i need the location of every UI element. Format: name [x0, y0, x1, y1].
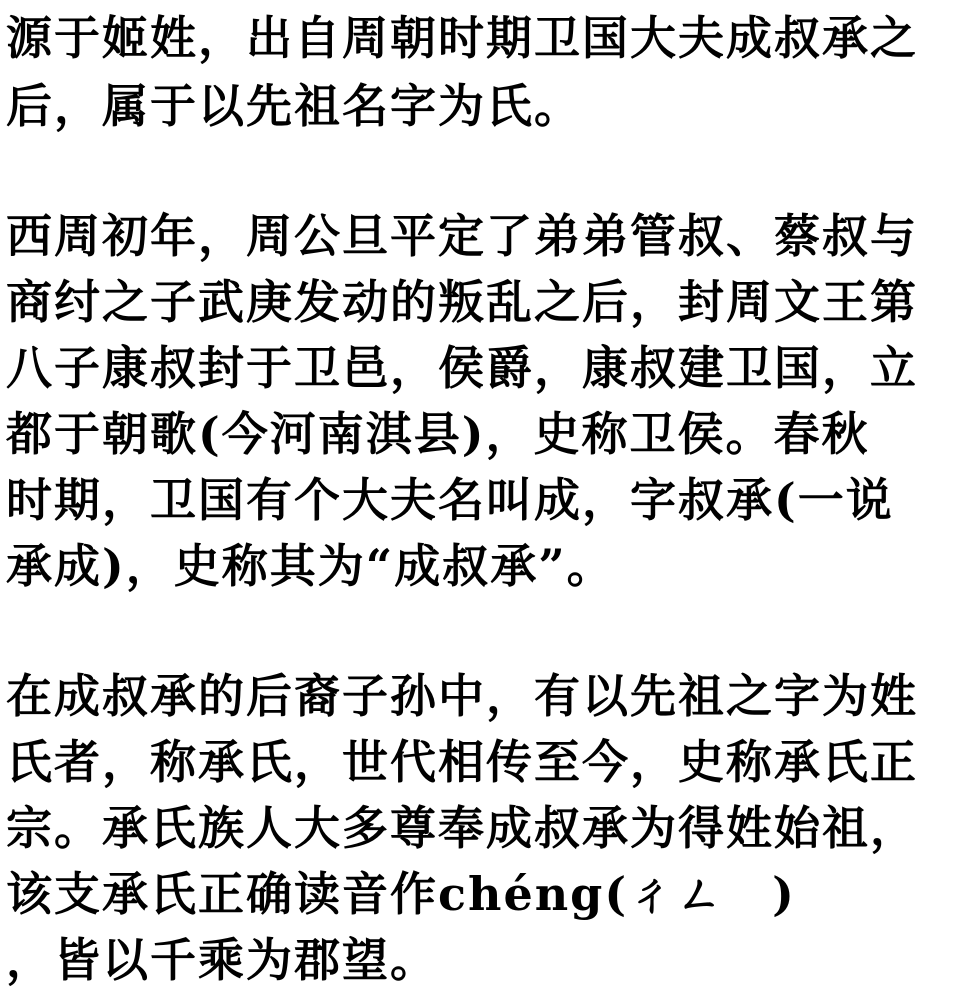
- text-line: 时期，卫国有个大夫名叫成，字叔承(一说: [6, 473, 894, 527]
- text-line: 氏者，称承氏，世代相传至今，史称承氏正: [6, 735, 918, 789]
- text-line: 该支承氏正确读音作chéng(ㄔㄥ ): [6, 867, 796, 921]
- text-line: 八子康叔封于卫邑，侯爵，康叔建卫国，立: [6, 341, 918, 395]
- text-line: 西周初年，周公旦平定了弟弟管叔、蔡叔与: [6, 209, 918, 263]
- text-line: 源于姬姓，出自周朝时期卫国大夫成叔承之: [6, 11, 918, 65]
- text-line: 承成)，史称其为“成叔承”。: [6, 539, 615, 593]
- text-line: 商纣之子武庚发动的叛乱之后，封周文王第: [6, 275, 918, 329]
- text-line: 宗。承氏族人大多尊奉成叔承为得姓始祖，: [6, 801, 918, 855]
- text-line: 后，属于以先祖名字为氏。: [6, 79, 582, 133]
- text-line: 在成叔承的后裔子孙中，有以先祖之字为姓: [6, 669, 918, 723]
- text-line: ，皆以千乘为郡望。: [6, 933, 438, 987]
- text-line: 都于朝歌(今河南淇县)，史称卫侯。春秋: [6, 407, 870, 461]
